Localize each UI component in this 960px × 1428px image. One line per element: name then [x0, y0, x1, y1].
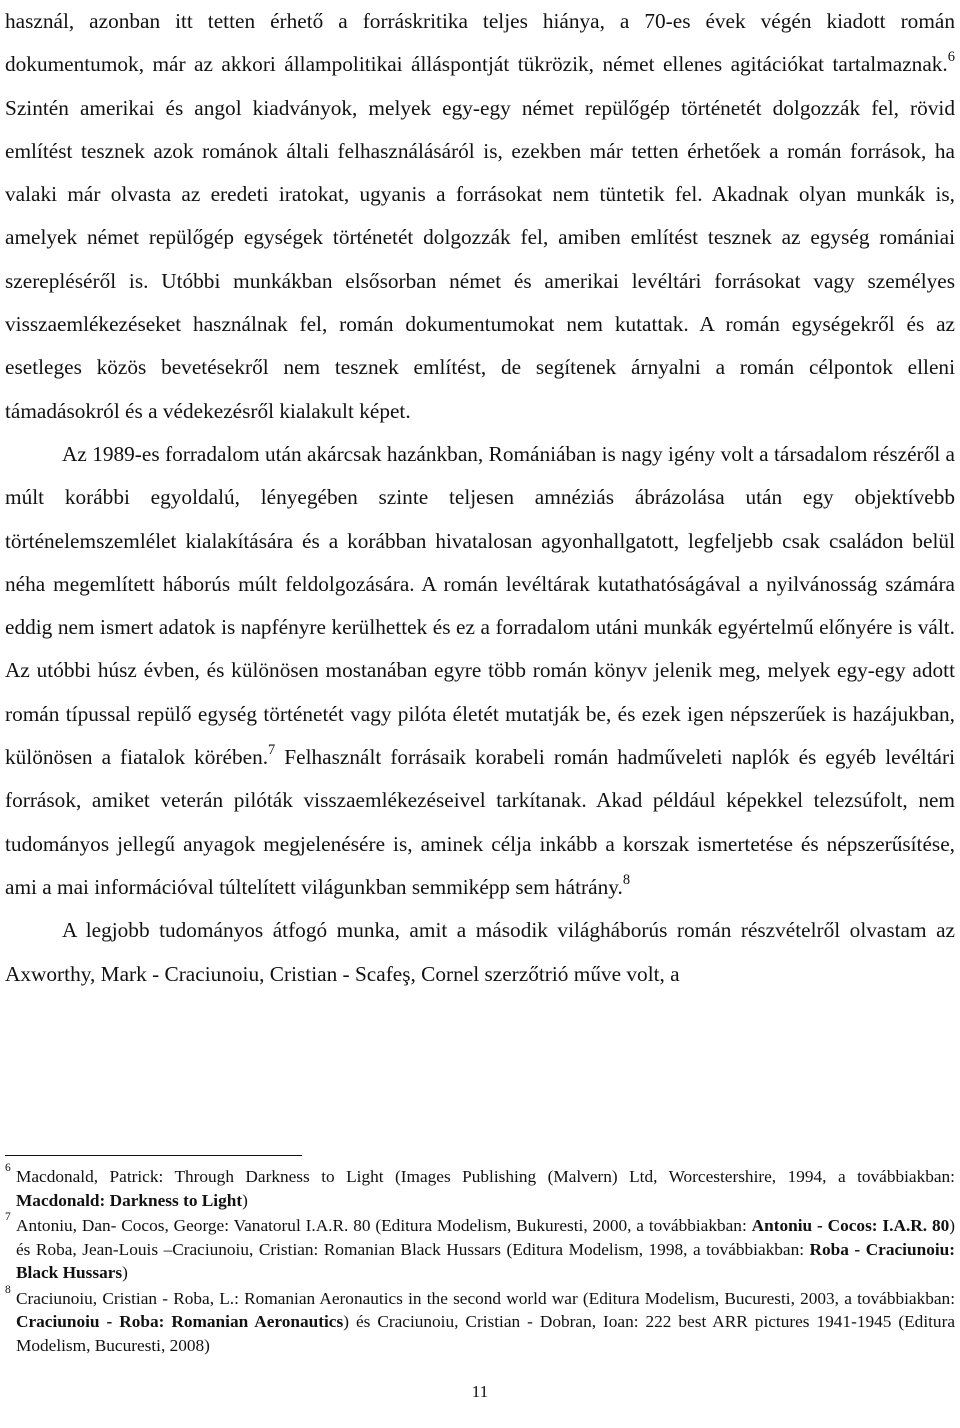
- footnote-7-text-a: Antoniu, Dan- Cocos, George: Vanatorul I.A.R. 80 (Editura Modelism, Bukuresti, 2000, a továbbiakban:: [16, 1216, 752, 1235]
- paragraph-2-text-a: Az 1989-es forradalom után akárcsak hazánkban, Romániában is nagy igény volt a társadalom részéről a múlt korábbi egyoldalú, lényegében szinte teljesen amnéziás ábrázolása után egy objektívebb történelemszemlélet kialakítására és a korábban hivatalosan agyonhallgatott, legfeljebb csak családon belül néha megemlített háborús múlt feldolgozására. A román levéltárak kutathatóságával a nyilvánosság számára eddig nem ismert adatok is napfényre kerülhettek és ez a forradalom utáni munkák egyértelmű előnyére is vált. Az utóbbi húsz évben, és különösen mostanában egyre több román könyv jelenik meg, melyek egy-egy adott román típussal repülő egység történetét vagy pilóta életét mutatják be, és ezek igen népszerűek is hazájukban, különösen a fiatalok körében.: [5, 441, 955, 770]
- footnote-7: [5, 1211, 955, 1285]
- footnote-6-short-title: Macdonald: Darkness to Light: [16, 1190, 243, 1210]
- paragraph-3: [5, 909, 955, 996]
- paragraph-3-text: A legjobb tudományos átfogó munka, amit a második világháborús román részvételről olvastam az Axworthy, Mark - Craciunoiu, Cristian - Scafeş, Cornel szerzőtrió műve volt, a: [5, 918, 955, 986]
- paragraph-2-text-b: Felhasznált forrásaik korabeli román hadműveleti naplók és egyéb levéltári források, amiket veterán pilóták visszaemlékezéseivel tarkítanak. Akad például képekkel telezsúfolt, nem tudományos jellegű anyagok megjelenésére is, aminek célja inkább a korszak ismertetése és népszerűsítése, ami a mai információval túltelített világunkban semmiképp sem hátrány.: [5, 745, 955, 899]
- footnote-8-text-c: ) és Craciunoiu, Cristian - Dobran, Ioan: 222 best ARR pictures 1941-1945 (Editura Modelism, Bucuresti, 2008): [16, 1312, 955, 1355]
- paragraph-1: [5, 0, 955, 433]
- footnote-marker-7: 7: [5, 1211, 11, 1223]
- footnote-marker-8: 8: [5, 1283, 11, 1296]
- footnote-ref-8[interactable]: 8: [622, 871, 631, 888]
- footnote-8-text-a: Craciunoiu, Cristian - Roba, L.: Romanian Aeronautics in the second world war (Editura Modelism, Bucuresti, 2003, a továbbiakban:: [16, 1288, 955, 1308]
- footnote-7-text-e: ): [122, 1263, 128, 1282]
- paragraph-1-text-a: használ, azonban itt tetten érhető a forráskritika teljes hiánya, a 70-es évek végén kiadott román dokumentumok, már az akkori állampolitikai álláspontját tükrözik, német ellenes agitációkat tartalmaznak.: [5, 9, 955, 77]
- footnote-6-text-c: ): [242, 1190, 248, 1210]
- footnote-7-short-title-2: Roba - Craciunoiu: Black Hussars: [16, 1239, 955, 1282]
- footnote-ref-6[interactable]: 6: [947, 49, 955, 66]
- footnote-6-text-a: Macdonald, Patrick: Through Darkness to Light (Images Publishing (Malvern) Ltd, Worcestershire, 1994, a továbbiakban:: [16, 1167, 955, 1186]
- paragraph-1-text-b: Szintén amerikai és angol kiadványok, melyek egy-egy német repülőgép történetét dolgozzák fel, rövid említést tesznek azok románok általi felhasználásáról is, ezekben már tetten érhetőek a román források, ha valaki már olvasta az eredeti iratokat, ugyanis a forrásokat nem tüntetik fel. Akadnak olyan munkák is, amelyek német repülőgép egységek történetét dolgozzák fel, amiben említést tesznek az egység romániai szerepléséről is. Utóbbi munkákban elsősorban német és amerikai levéltári forrásokat vagy személyes visszaemlékezéseket használnak fel, román dokumentumokat nem kutattak. A román egységekről és az esetleges közös bevetésekről nem tesznek említést, de segítenek árnyalni a román célpontok elleni támadásokról és a védekezésről kialakult képet.: [5, 95, 955, 423]
- footnote-separator: [5, 1155, 302, 1156]
- footnote-8: [5, 1283, 955, 1358]
- footnote-ref-7[interactable]: 7: [268, 741, 276, 758]
- paragraph-2: [5, 433, 955, 909]
- main-text: [5, 0, 955, 996]
- footnote-7-short-title-1: Antoniu - Cocos: I.A.R. 80: [751, 1216, 950, 1235]
- footnotes: [5, 1162, 955, 1357]
- footnote-marker-6: 6: [5, 1162, 11, 1174]
- footnote-7-text-c: ) és Roba, Jean-Louis –Craciunoiu, Cristian: Romanian Black Hussars (Editura Modelism, 1998, a továbbiakban:: [16, 1216, 955, 1259]
- footnote-6: [5, 1162, 955, 1212]
- footnote-8-short-title: Craciunoiu - Roba: Romanian Aeronautics: [16, 1312, 344, 1331]
- page-number: 11: [471, 1382, 489, 1401]
